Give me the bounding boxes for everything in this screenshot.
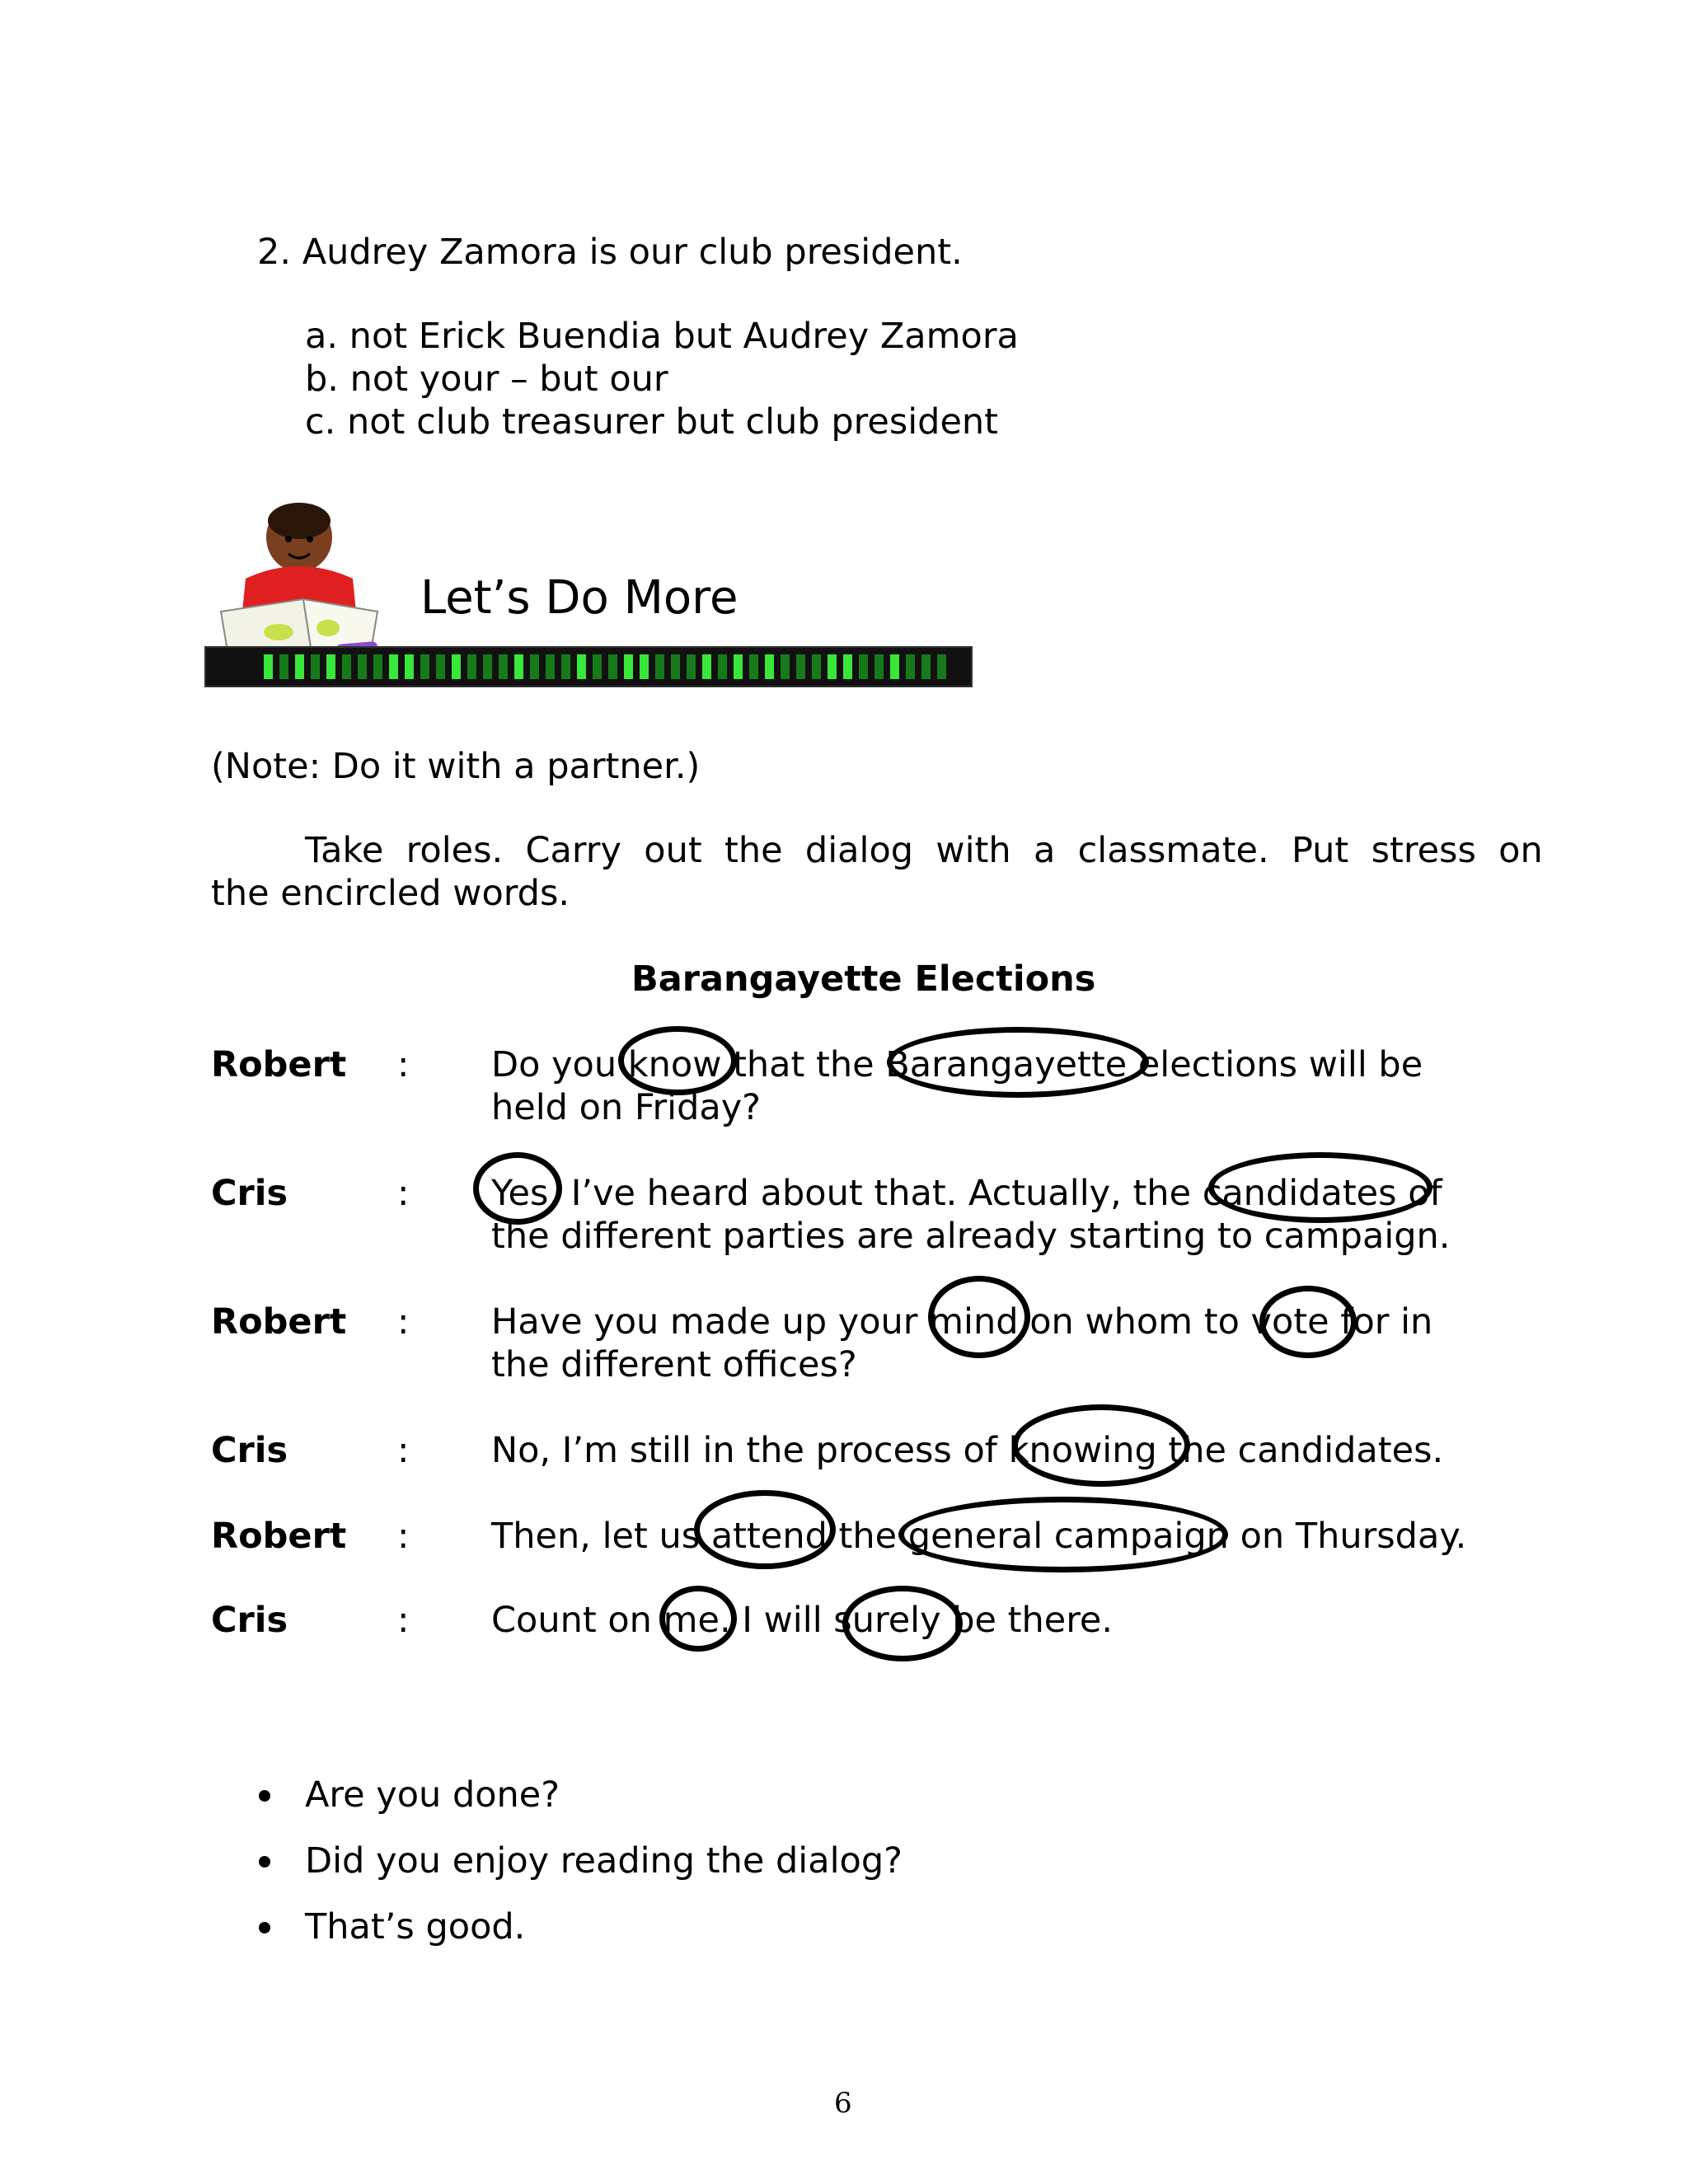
banner-segment: [279, 654, 288, 679]
banner-segment: [499, 654, 508, 679]
banner-segment: [828, 654, 837, 679]
banner-segment: [608, 654, 617, 679]
dialog-text: Then, let us attend the general campaign on Thursday.: [491, 1516, 1467, 1557]
stress-circle: [1012, 1404, 1190, 1487]
list-item-text: That’s good.: [305, 1906, 526, 1947]
banner-segment: [373, 654, 382, 679]
banner-segment: [342, 654, 351, 679]
speaker-name: Cris: [211, 1430, 288, 1471]
separator: :: [397, 1301, 410, 1343]
banner-segment: [389, 654, 398, 679]
dialog-text: held on Friday?: [491, 1087, 761, 1128]
banner-segment: [749, 654, 758, 679]
banner-segment: [436, 654, 445, 679]
separator: :: [397, 1044, 410, 1085]
banner-segment: [765, 654, 774, 679]
speaker-name: Cris: [211, 1173, 288, 1214]
stress-circle: [898, 1497, 1228, 1572]
banner-segment: [311, 654, 320, 679]
banner-segment: [546, 654, 555, 679]
stress-circle: [473, 1152, 562, 1225]
note: (Note: Do it with a partner.): [211, 746, 701, 787]
section-banner: [204, 646, 973, 687]
banner-segment: [358, 654, 367, 679]
separator: :: [397, 1516, 410, 1557]
dialog-text: Have you made up your mind on whom to vote for in: [491, 1301, 1433, 1343]
list-item-text: Did you enjoy reading the dialog?: [305, 1840, 903, 1882]
banner-segment: [452, 654, 461, 679]
question-stem: 2. Audrey Zamora is our club president.: [257, 232, 963, 273]
stress-circle: [842, 1586, 963, 1661]
banner-segment: [467, 654, 476, 679]
speaker-name: Robert: [211, 1516, 347, 1557]
dialog-title: Barangayette Elections: [631, 958, 1096, 1000]
banner-segment: [264, 654, 273, 679]
instructions-line-1: Take roles. Carry out the dialog with a classmate. Put stress on: [305, 830, 1543, 871]
banner-segment: [530, 654, 539, 679]
dialog-text: Yes, I’ve heard about that. Actually, the candidates of: [491, 1173, 1442, 1214]
speaker-name: Cris: [211, 1600, 288, 1641]
separator: :: [397, 1430, 410, 1471]
dialog-text: the different offices?: [491, 1344, 857, 1385]
banner-segment: [734, 654, 743, 679]
banner-segment: [718, 654, 727, 679]
option-c: c. not club treasurer but club president: [305, 401, 999, 443]
banner-segment: [937, 654, 946, 679]
banner-segment: [812, 654, 821, 679]
banner-segment: [859, 654, 868, 679]
banner-segment: [781, 654, 790, 679]
banner-segment: [921, 654, 931, 679]
stress-circle: [659, 1586, 737, 1652]
stress-circle: [928, 1276, 1030, 1358]
dialog-text: the different parties are already starting to campaign.: [491, 1216, 1451, 1257]
bullet-icon: [259, 1922, 270, 1933]
stress-circle: [1259, 1286, 1357, 1358]
banner-segment: [593, 654, 602, 679]
speaker-name: Robert: [211, 1044, 347, 1085]
stress-circle: [887, 1027, 1149, 1098]
banner-segment: [326, 654, 335, 679]
banner-segment: [420, 654, 429, 679]
banner-segment: [405, 654, 414, 679]
option-b: b. not your – but our: [305, 359, 668, 400]
stress-circle: [618, 1026, 737, 1095]
banner-segment: [514, 654, 523, 679]
separator: :: [397, 1173, 410, 1214]
stress-circle: [694, 1490, 836, 1569]
banner-segment: [702, 654, 711, 679]
banner-segment: [874, 654, 884, 679]
banner-segment: [295, 654, 304, 679]
banner-segment: [687, 654, 696, 679]
stress-circle: [1208, 1152, 1432, 1223]
option-a: a. not Erick Buendia but Audrey Zamora: [305, 316, 1019, 357]
banner-segment: [561, 654, 570, 679]
banner-segment: [483, 654, 492, 679]
banner-segment: [640, 654, 649, 679]
banner-segment: [906, 654, 915, 679]
list-item-text: Are you done?: [305, 1774, 560, 1816]
banner-segment: [655, 654, 664, 679]
banner-segment: [890, 654, 899, 679]
banner-segment: [671, 654, 680, 679]
bullet-icon: [259, 1856, 270, 1868]
instructions-line-2: the encircled words.: [211, 873, 570, 914]
banner-segment: [577, 654, 586, 679]
separator: :: [397, 1600, 410, 1641]
banner-segment: [624, 654, 633, 679]
dialog-text: No, I’m still in the process of knowing the candidates.: [491, 1430, 1444, 1471]
speaker-name: Robert: [211, 1301, 347, 1343]
dialog-text: Do you know that the Barangayette elections will be: [491, 1044, 1423, 1085]
banner-segment: [843, 654, 852, 679]
bullet-icon: [259, 1790, 270, 1802]
banner-segment: [796, 654, 805, 679]
dialog-text: Count on me. I will surely be there.: [491, 1600, 1114, 1641]
section-title: Let’s Do More: [420, 571, 738, 625]
page-number: 6: [834, 2087, 852, 2120]
